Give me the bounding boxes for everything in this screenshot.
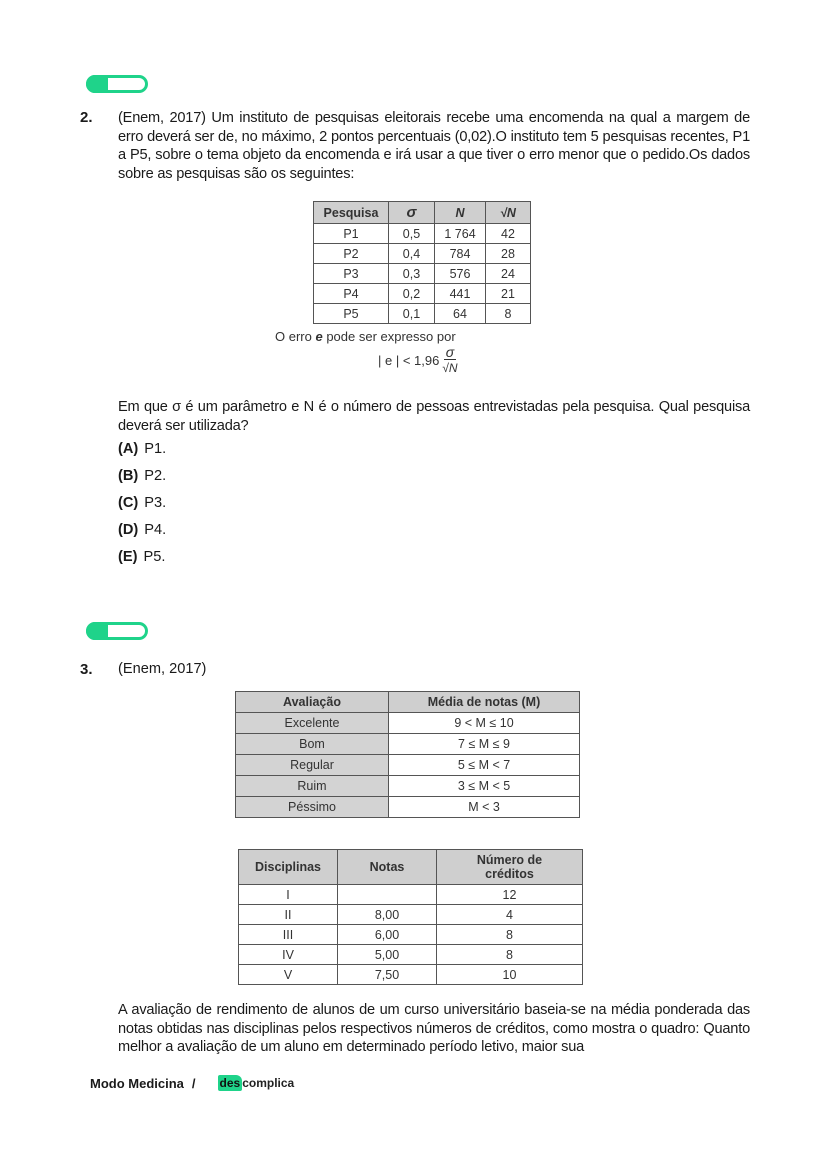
question-text: A avaliação de rendimento de alunos de um curso universitário baseia-se na média ponderada das notas obtidas nas disciplinas pelos respectivos números de créditos, como mostra o quadro: Quanto melhor a avaliação de um aluno em determinado período letivo, maior sua [118, 1002, 750, 1055]
question-intro: (Enem, 2017) Um instituto de pesquisas eleitorais recebe uma encomenda na qual a margem de erro deverá ser de, no máximo, 2 pontos percentuais (0,02).O instituto tem 5 pesquisas recentes, P1 a P5, sobre o tema objeto da encomenda e irá usar a que tiver o erro menor que o pedido.Os dados sobre as pesquisas são os seguintes: [118, 110, 750, 182]
col-n: N [435, 202, 486, 224]
formula-lhs: | e | < 1,96 [378, 353, 440, 368]
toggle-knob [86, 75, 108, 93]
formula-label [275, 329, 456, 344]
cell: Excelente [236, 713, 389, 734]
formula-fraction [442, 345, 457, 376]
cell: V [239, 965, 338, 985]
cell: 7 ≤ M ≤ 9 [389, 734, 580, 755]
cell: 24 [486, 264, 531, 284]
table-row [236, 713, 580, 734]
option-c[interactable] [118, 495, 166, 511]
cell: 5,00 [338, 945, 437, 965]
table-header-row [239, 850, 583, 885]
pesquisa-table [313, 201, 531, 324]
cell: 42 [486, 224, 531, 244]
option-b[interactable] [118, 468, 166, 484]
table-row [239, 945, 583, 965]
table-row [236, 734, 580, 755]
toggle-knob [86, 622, 108, 640]
table-row [236, 797, 580, 818]
cell: 9 < M ≤ 10 [389, 713, 580, 734]
col-creditos: Número de créditos [437, 850, 583, 885]
cell: P5 [314, 304, 389, 324]
cell: 6,00 [338, 925, 437, 945]
cell: 3 ≤ M < 5 [389, 776, 580, 797]
table-row [239, 925, 583, 945]
cell: 576 [435, 264, 486, 284]
option-text: P4. [144, 522, 167, 538]
col-avaliacao: Avaliação [236, 692, 389, 713]
cell: P2 [314, 244, 389, 264]
cell: 12 [437, 885, 583, 905]
option-e[interactable] [118, 549, 165, 565]
table-row [314, 304, 531, 324]
option-text: P5. [143, 549, 166, 565]
cell: II [239, 905, 338, 925]
cell: 64 [435, 304, 486, 324]
cell: 21 [486, 284, 531, 304]
cell: 8 [437, 925, 583, 945]
cell: 8,00 [338, 905, 437, 925]
col-sigma: σ [389, 202, 435, 224]
option-letter: (A) [118, 441, 139, 457]
cell: III [239, 925, 338, 945]
option-a[interactable] [118, 441, 166, 457]
cell: 4 [437, 905, 583, 925]
cell: 8 [486, 304, 531, 324]
col-disciplinas: Disciplinas [239, 850, 338, 885]
cell: 7,50 [338, 965, 437, 985]
cell: Regular [236, 755, 389, 776]
cell: IV [239, 945, 338, 965]
table-row [236, 776, 580, 797]
question-marker-toggle [86, 75, 148, 93]
option-d[interactable] [118, 522, 166, 538]
logo-highlight: des [219, 1076, 241, 1090]
col-sqrt-n: √N [486, 202, 531, 224]
footer-separator: / [191, 1075, 196, 1091]
cell: Ruim [236, 776, 389, 797]
cell: M < 3 [389, 797, 580, 818]
option-text: P1. [144, 441, 167, 457]
question-source: (Enem, 2017) [118, 661, 207, 677]
table-header-row [236, 692, 580, 713]
table-header-row [314, 202, 531, 224]
cell: 0,3 [389, 264, 435, 284]
table-row [314, 244, 531, 264]
table-row [314, 224, 531, 244]
formula-numerator: σ [445, 344, 455, 360]
cell: 10 [437, 965, 583, 985]
disciplinas-table [238, 849, 583, 985]
cell: 0,1 [389, 304, 435, 324]
question-marker-toggle [86, 622, 148, 640]
cell: I [239, 885, 338, 905]
cell: 1 764 [435, 224, 486, 244]
footer [90, 1075, 294, 1091]
formula-label-post: pode ser expresso por [322, 329, 456, 344]
table-row [239, 965, 583, 985]
option-text: P3. [144, 495, 167, 511]
table-row [239, 905, 583, 925]
table-row [239, 885, 583, 905]
formula-denominator: √N [442, 361, 458, 375]
question-number: 2. [80, 109, 93, 126]
avaliacao-table [235, 691, 580, 818]
cell: Bom [236, 734, 389, 755]
question-number: 3. [80, 661, 93, 678]
cell: 8 [437, 945, 583, 965]
footer-brand: Modo Medicina [90, 1075, 184, 1091]
cell: 441 [435, 284, 486, 304]
cell: 5 ≤ M < 7 [389, 755, 580, 776]
cell: 28 [486, 244, 531, 264]
col-pesquisa: Pesquisa [314, 202, 389, 224]
option-text: P2. [144, 468, 167, 484]
option-letter: (B) [118, 468, 139, 484]
table-row [314, 284, 531, 304]
option-letter: (D) [118, 522, 139, 538]
formula-label-pre: O erro [275, 329, 316, 344]
table-row [314, 264, 531, 284]
logo-text: complica [242, 1076, 295, 1090]
cell: Péssimo [236, 797, 389, 818]
descomplica-logo [218, 1075, 295, 1091]
table-row [236, 755, 580, 776]
option-letter: (C) [118, 495, 139, 511]
cell: P3 [314, 264, 389, 284]
formula-variable: e [315, 329, 323, 344]
col-media: Média de notas (M) [389, 692, 580, 713]
cell: P4 [314, 284, 389, 304]
cell: 0,4 [389, 244, 435, 264]
error-formula [378, 345, 458, 376]
cell: P1 [314, 224, 389, 244]
question-prompt: Em que σ é um parâmetro e N é o número de pessoas entrevistadas pela pesquisa. Qual pesquisa deverá ser utilizada? [118, 399, 750, 434]
cell [338, 885, 437, 905]
option-letter: (E) [118, 549, 138, 565]
cell: 0,2 [389, 284, 435, 304]
cell: 0,5 [389, 224, 435, 244]
cell: 784 [435, 244, 486, 264]
col-notas: Notas [338, 850, 437, 885]
